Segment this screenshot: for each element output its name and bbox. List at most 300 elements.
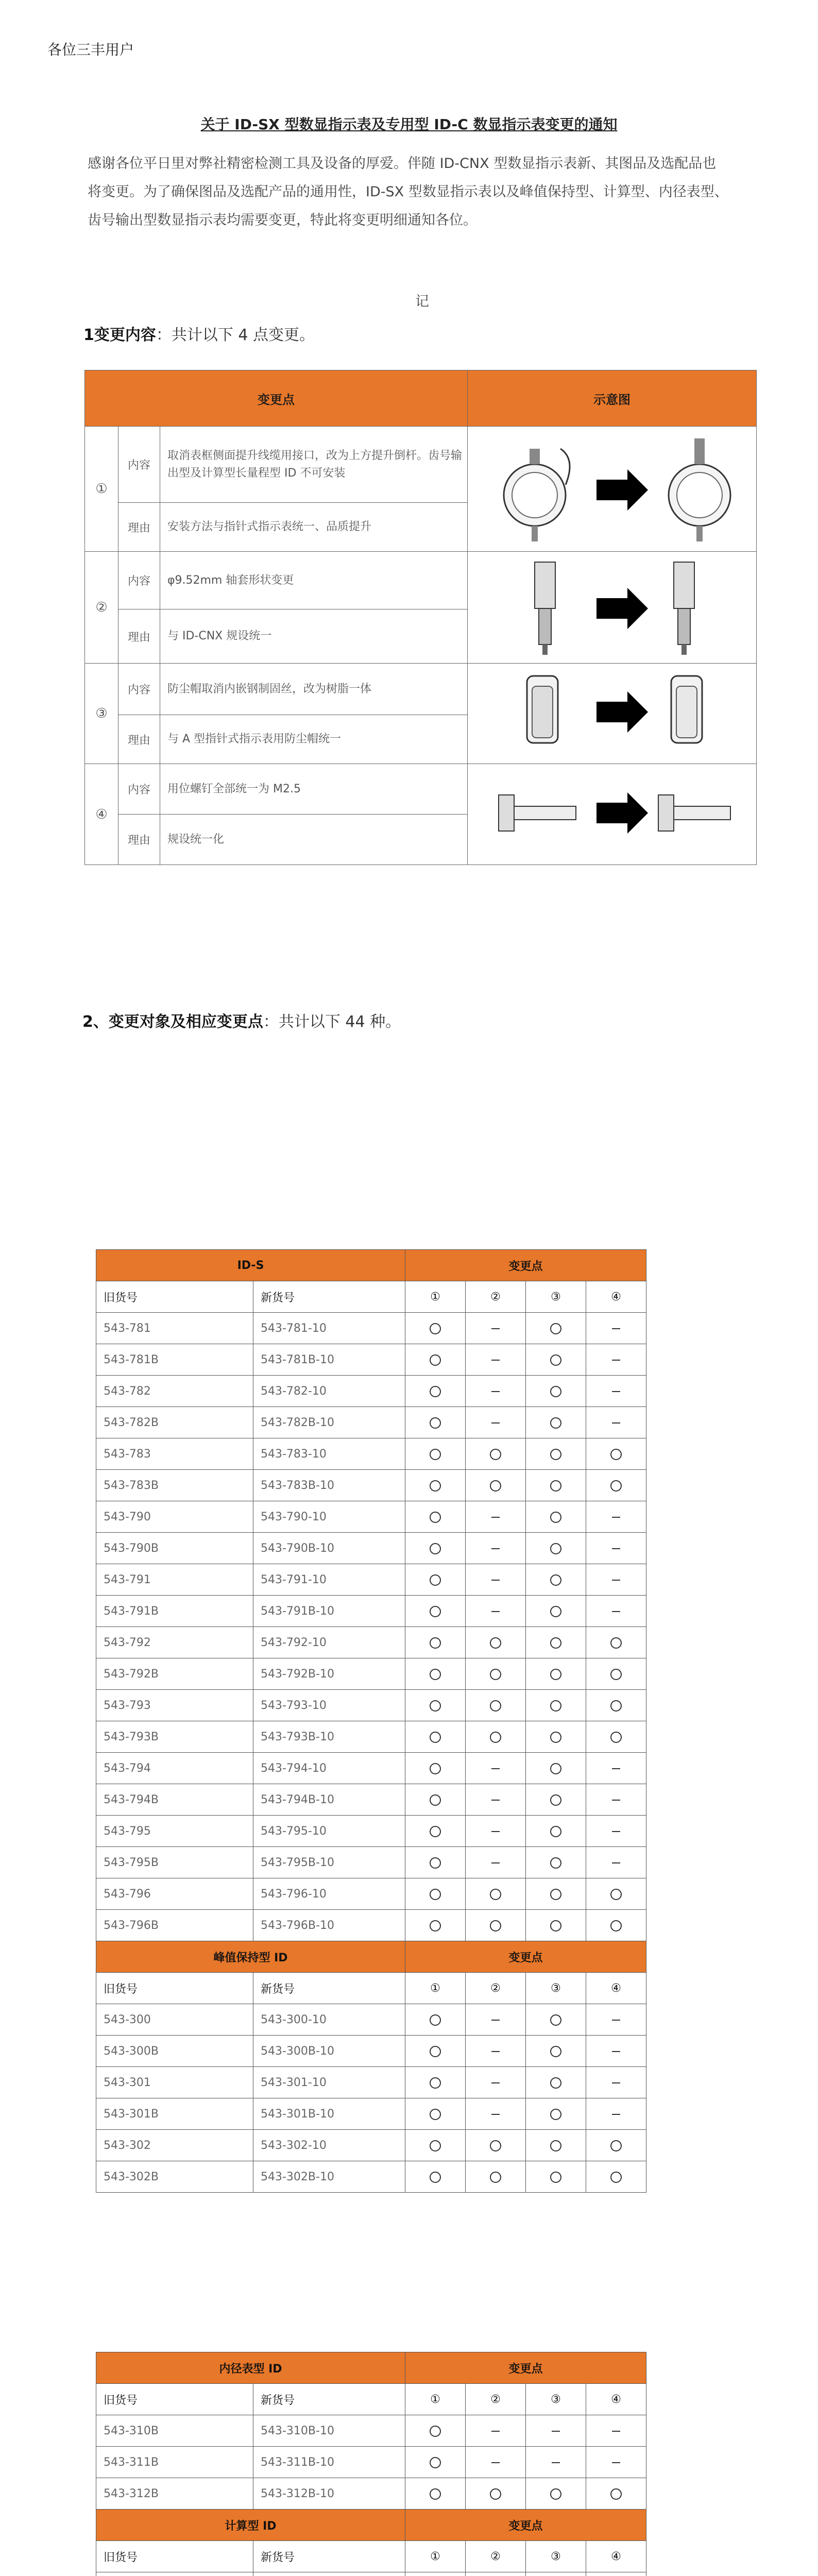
point-header: ② — [466, 2541, 526, 2572]
circle-mark — [430, 1669, 441, 1680]
old-part-no: 543-310B — [96, 2415, 253, 2447]
new-part-no: 543-782-10 — [253, 1376, 405, 1407]
change-mark — [586, 1658, 646, 1690]
new-part-no: 543-791B-10 — [253, 1596, 405, 1627]
change-mark — [586, 2447, 646, 2478]
table-row — [96, 2161, 646, 2193]
change-mark — [586, 2004, 646, 2036]
section-2-label: 2、变更对象及相应变更点 — [82, 1013, 263, 1031]
circle-mark — [550, 1794, 561, 1806]
circle-mark — [430, 1449, 441, 1460]
circle-mark — [550, 1763, 561, 1774]
dash-mark — [491, 1391, 500, 1392]
old-part-no: 543-795B — [96, 1847, 253, 1878]
new-part-no: 543-300-10 — [253, 2004, 405, 2036]
change-mark — [405, 1784, 466, 1816]
circle-mark — [550, 1543, 561, 1554]
old-no-header: 旧货号 — [96, 2541, 253, 2572]
new-part-no: 543-790-10 — [253, 1501, 405, 1533]
circle-mark — [550, 1857, 561, 1869]
change-mark — [405, 2572, 466, 2576]
change-mark — [586, 1470, 646, 1501]
dash-mark — [552, 2462, 560, 2463]
content-label: 内容 — [118, 664, 160, 715]
change-mark — [405, 2478, 466, 2510]
dash-mark — [491, 1328, 500, 1329]
circle-mark — [430, 1889, 441, 1900]
group-name: ID-S — [96, 1250, 405, 1281]
change-mark — [586, 1407, 646, 1438]
circle-mark — [490, 1669, 501, 1680]
new-part-no: 543-796B-10 — [253, 1910, 405, 1941]
old-part-no: 543-782B — [96, 1407, 253, 1438]
old-part-no: 543-300 — [96, 2004, 253, 2036]
change-header: 变更点 — [405, 1250, 646, 1281]
circle-mark — [490, 1480, 501, 1492]
change-mark — [526, 1721, 586, 1753]
dash-mark — [491, 1831, 500, 1832]
table-row — [96, 1816, 646, 1847]
change-mark — [526, 2447, 586, 2478]
change-mark — [466, 1658, 526, 1690]
change-mark — [526, 2098, 586, 2130]
circle-mark — [430, 1512, 441, 1523]
change-mark — [526, 2572, 586, 2576]
table-row — [96, 1910, 646, 1941]
change-mark — [526, 1878, 586, 1910]
change-mark — [466, 1784, 526, 1816]
new-part-no: 543-791-10 — [253, 1564, 405, 1596]
dash-mark — [491, 2082, 500, 2083]
change-mark — [526, 1407, 586, 1438]
old-part-no: 543-301 — [96, 2067, 253, 2098]
diagram-1 — [468, 427, 757, 552]
table-row — [96, 1470, 646, 1501]
table-row — [96, 1313, 646, 1344]
circle-mark — [430, 1417, 441, 1429]
old-part-no: 543-793B — [96, 1721, 253, 1753]
circle-mark — [610, 1889, 622, 1900]
dash-mark — [612, 1611, 620, 1612]
table-row — [96, 1784, 646, 1816]
change-mark — [586, 1627, 646, 1658]
dash-mark — [491, 1580, 500, 1581]
circle-mark — [610, 2172, 622, 2183]
change-mark — [586, 1753, 646, 1784]
change-mark — [526, 1596, 586, 1627]
change-mark — [586, 2098, 646, 2130]
new-part-no: 543-794-10 — [253, 1753, 405, 1784]
column-header-row — [96, 1281, 646, 1313]
change-mark — [586, 1878, 646, 1910]
dash-mark — [491, 2051, 500, 2052]
table-row — [96, 1564, 646, 1596]
circle-mark — [550, 1574, 561, 1586]
change-mark — [586, 2161, 646, 2193]
change-mark — [526, 1784, 586, 1816]
change-mark — [586, 1564, 646, 1596]
circle-mark — [610, 1732, 622, 1743]
table-row — [96, 1533, 646, 1564]
change-mark — [586, 1376, 646, 1407]
circle-mark — [550, 1386, 561, 1397]
old-part-no: 543-781B — [96, 1344, 253, 1376]
circle-mark — [490, 1449, 501, 1460]
section-1-text: ：共计以下 4 点变更。 — [156, 326, 315, 344]
change-mark — [526, 1470, 586, 1501]
change-mark — [405, 2161, 466, 2193]
new-part-no: 543-300B-10 — [253, 2036, 405, 2067]
circle-mark — [550, 1732, 561, 1743]
table-row — [96, 1878, 646, 1910]
column-header-row — [96, 2541, 646, 2572]
change-mark — [405, 2036, 466, 2067]
dash-mark — [491, 1611, 500, 1612]
diagram-4 — [468, 764, 757, 865]
intro-paragraph — [88, 149, 729, 310]
new-no-header: 新货号 — [253, 1973, 405, 2004]
change-mark — [526, 1753, 586, 1784]
circle-mark — [550, 2109, 561, 2120]
dash-mark — [612, 2431, 620, 2432]
circle-mark — [550, 1323, 561, 1334]
table-row — [96, 1721, 646, 1753]
change-mark — [405, 1313, 466, 1344]
new-no-header: 新货号 — [253, 1281, 405, 1313]
circle-mark — [550, 1889, 561, 1900]
change-mark — [405, 1658, 466, 1690]
change-mark — [405, 1564, 466, 1596]
change-mark — [405, 1533, 466, 1564]
table-row — [96, 2004, 646, 2036]
circle-mark — [610, 2488, 622, 2500]
change-mark — [466, 1596, 526, 1627]
circle-mark — [430, 2109, 441, 2120]
dash-mark — [612, 2082, 620, 2083]
table-row — [96, 1596, 646, 1627]
dash-mark — [612, 2114, 620, 2115]
change-header: 变更点 — [405, 2352, 646, 2384]
change-mark — [586, 1313, 646, 1344]
reason-text: 安装方法与指针式指示表统一、品质提升 — [160, 503, 468, 552]
reason-label: 理由 — [118, 609, 160, 664]
circle-mark — [550, 1606, 561, 1617]
section-1-heading — [83, 322, 315, 345]
diagram-3 — [468, 664, 757, 764]
group-name: 内径表型 ID — [96, 2352, 405, 2384]
dash-mark — [612, 2051, 620, 2052]
new-part-no: 543-301B-10 — [253, 2098, 405, 2130]
point-header: ④ — [586, 2541, 646, 2572]
dash-mark — [491, 1422, 500, 1423]
group-header-row — [96, 2510, 646, 2541]
greeting: 各位三丰用户 — [47, 41, 134, 58]
change-mark — [405, 1721, 466, 1753]
column-header-row — [96, 2384, 646, 2415]
change-num: ④ — [85, 764, 118, 865]
ji-mark: 记 — [415, 294, 429, 310]
new-part-no — [253, 2572, 405, 2576]
dash-mark — [612, 1580, 620, 1581]
screw-diagram — [478, 769, 746, 857]
old-part-no: 543-794B — [96, 1784, 253, 1816]
circle-mark — [430, 2426, 441, 2437]
dash-mark — [612, 1768, 620, 1769]
circle-mark — [430, 1763, 441, 1774]
change-mark — [586, 2478, 646, 2510]
content-text: 取消表框侧面提升线缆用接口，改为上方提升倒杆。齿号输出型及计算型长量程型 ID 不可安装 — [160, 427, 468, 503]
dash-mark — [612, 1831, 620, 1832]
change-mark — [466, 2130, 526, 2161]
circle-mark — [550, 1637, 561, 1649]
dash-mark — [612, 1862, 620, 1863]
change-mark — [526, 1438, 586, 1470]
new-part-no: 543-302B-10 — [253, 2161, 405, 2193]
change-mark — [526, 2004, 586, 2036]
dash-mark — [612, 1517, 620, 1518]
change-mark — [586, 2415, 646, 2447]
point-header: ② — [466, 1973, 526, 2004]
table-row — [96, 1690, 646, 1721]
change-mark — [526, 2067, 586, 2098]
circle-mark — [550, 2046, 561, 2057]
change-mark — [405, 1470, 466, 1501]
intro-text: 感谢各位平日里对弊社精密检测工具及设备的厚爱。伴随 ID-CNX 型数显指示表新、其图品及选配品也将变更。为了确保图品及选配产品的通用性，ID-SX 型数显指示表以及峰值保持型、计算型、内径表型、齿号输出型数显指示表均需要变更，特此将变更明细通知各位。 — [88, 156, 728, 228]
table-row — [96, 2036, 646, 2067]
circle-mark — [490, 1920, 501, 1931]
circle-mark — [430, 1574, 441, 1586]
dash-mark — [612, 2462, 620, 2463]
reason-label: 理由 — [118, 503, 160, 552]
old-part-no: 543-790B — [96, 1533, 253, 1564]
change-mark — [405, 1596, 466, 1627]
change-mark — [466, 1470, 526, 1501]
circle-mark — [430, 1323, 441, 1334]
change-mark — [466, 1753, 526, 1784]
table-row — [96, 1847, 646, 1878]
notice-title: 关于 ID-SX 型数显指示表及专用型 ID-C 数显指示表变更的通知 — [200, 116, 618, 133]
circle-mark — [610, 1449, 622, 1460]
change-mark — [586, 1847, 646, 1878]
change-mark — [526, 1627, 586, 1658]
circle-mark — [550, 2014, 561, 2026]
group-name: 峰值保持型 ID — [96, 1941, 405, 1973]
point-header: ④ — [586, 1281, 646, 1313]
dash-mark — [491, 2462, 500, 2463]
change-mark — [405, 1816, 466, 1847]
old-part-no: 543-782 — [96, 1376, 253, 1407]
change-mark — [466, 1501, 526, 1533]
table-row — [96, 2415, 646, 2447]
change-mark — [405, 1847, 466, 1878]
change-mark — [466, 1313, 526, 1344]
dash-mark — [491, 2114, 500, 2115]
change-mark — [466, 1438, 526, 1470]
dash-mark — [491, 1800, 500, 1801]
change-mark — [586, 1501, 646, 1533]
circle-mark — [430, 1732, 441, 1743]
new-part-no: 543-793-10 — [253, 1690, 405, 1721]
point-header: ③ — [526, 2384, 586, 2415]
circle-mark — [490, 1732, 501, 1743]
circle-mark — [430, 1700, 441, 1711]
old-part-no: 543-793 — [96, 1690, 253, 1721]
old-part-no: 543-794 — [96, 1753, 253, 1784]
point-header: ② — [466, 1281, 526, 1313]
change-mark — [466, 2415, 526, 2447]
new-no-header: 新货号 — [253, 2384, 405, 2415]
circle-mark — [430, 2140, 441, 2151]
new-part-no: 543-781B-10 — [253, 1344, 405, 1376]
new-part-no: 543-783B-10 — [253, 1470, 405, 1501]
change-mark — [405, 1407, 466, 1438]
change-mark — [526, 2478, 586, 2510]
old-part-no: 543-790 — [96, 1501, 253, 1533]
old-part-no: 543-791 — [96, 1564, 253, 1596]
change-mark — [466, 1376, 526, 1407]
circle-mark — [490, 2172, 501, 2183]
change-mark — [526, 2036, 586, 2067]
point-header: ④ — [586, 2384, 646, 2415]
table-row — [96, 1658, 646, 1690]
circle-mark — [430, 2488, 441, 2500]
change-table — [84, 370, 757, 865]
stem-diagram — [478, 552, 746, 660]
diagram-2 — [468, 552, 757, 664]
dash-mark — [491, 1360, 500, 1361]
dash-mark — [491, 2431, 500, 2432]
circle-mark — [550, 1354, 561, 1366]
change-mark — [526, 1313, 586, 1344]
change-mark — [466, 1878, 526, 1910]
content-label: 内容 — [118, 764, 160, 815]
change-mark — [405, 2130, 466, 2161]
point-header: ① — [405, 1281, 466, 1313]
change-mark — [405, 1344, 466, 1376]
circle-mark — [550, 1449, 561, 1460]
group-header-row — [96, 1250, 646, 1281]
circle-mark — [610, 1920, 622, 1931]
point-header: ③ — [526, 1281, 586, 1313]
group-name: 计算型 ID — [96, 2510, 405, 2541]
change-mark — [405, 1878, 466, 1910]
circle-mark — [490, 1700, 501, 1711]
change-mark — [526, 1376, 586, 1407]
table-row — [96, 2098, 646, 2130]
circle-mark — [610, 2140, 622, 2151]
reason-label: 理由 — [118, 815, 160, 865]
change-mark — [586, 1910, 646, 1941]
new-part-no: 543-311B-10 — [253, 2447, 405, 2478]
circle-mark — [430, 2046, 441, 2057]
change-mark — [586, 1816, 646, 1847]
point-header: ① — [405, 2384, 466, 2415]
old-part-no: 543-795 — [96, 1816, 253, 1847]
change-mark — [405, 2098, 466, 2130]
circle-mark — [610, 1480, 622, 1492]
change-mark — [466, 1721, 526, 1753]
table-row — [96, 1501, 646, 1533]
new-no-header: 新货号 — [253, 2541, 405, 2572]
change-mark — [526, 1910, 586, 1941]
old-part-no: 543-300B — [96, 2036, 253, 2067]
circle-mark — [430, 1606, 441, 1617]
circle-mark — [490, 2140, 501, 2151]
change-mark — [405, 1501, 466, 1533]
circle-mark — [550, 1417, 561, 1429]
reason-text: 与 ID-CNX 规设统一 — [160, 609, 468, 664]
change-mark — [586, 1784, 646, 1816]
point-header: ② — [466, 2384, 526, 2415]
old-part-no: 543-781 — [96, 1313, 253, 1344]
change-mark — [466, 1910, 526, 1941]
table-row — [96, 2447, 646, 2478]
old-part-no: 543-312B — [96, 2478, 253, 2510]
change-point-header: 变更点 — [85, 370, 468, 427]
change-mark — [405, 2067, 466, 2098]
old-part-no: 543-302B — [96, 2161, 253, 2193]
change-mark — [526, 1816, 586, 1847]
dash-mark — [612, 1391, 620, 1392]
circle-mark — [430, 1857, 441, 1869]
table-row — [96, 1344, 646, 1376]
change-mark — [466, 1847, 526, 1878]
circle-mark — [550, 2488, 561, 2500]
change-mark — [405, 1376, 466, 1407]
change-mark — [586, 1438, 646, 1470]
content-label: 内容 — [118, 552, 160, 609]
content-text: φ9.52mm 轴套形状变更 — [160, 552, 468, 609]
dash-mark — [612, 1360, 620, 1361]
change-mark — [466, 1627, 526, 1658]
point-header: ③ — [526, 2541, 586, 2572]
section-1-label: 1变更内容 — [83, 326, 156, 344]
table-row — [96, 1753, 646, 1784]
new-part-no: 543-795B-10 — [253, 1847, 405, 1878]
old-no-header: 旧货号 — [96, 1281, 253, 1313]
circle-mark — [430, 1637, 441, 1649]
point-header: ① — [405, 1973, 466, 2004]
new-part-no: 543-782B-10 — [253, 1407, 405, 1438]
dash-mark — [612, 2020, 620, 2021]
diagram-header: 示意图 — [468, 370, 757, 427]
change-mark — [466, 2004, 526, 2036]
new-part-no: 543-792-10 — [253, 1627, 405, 1658]
circle-mark — [430, 1543, 441, 1554]
change-mark — [466, 2447, 526, 2478]
change-mark — [526, 1847, 586, 1878]
change-mark — [405, 1690, 466, 1721]
circle-mark — [550, 2140, 561, 2151]
old-no-header: 旧货号 — [96, 2384, 253, 2415]
new-part-no: 543-783-10 — [253, 1438, 405, 1470]
old-part-no: 543-796B — [96, 1910, 253, 1941]
circle-mark — [610, 1700, 622, 1711]
content-label: 内容 — [118, 427, 160, 503]
dust-cap-diagram — [478, 666, 746, 758]
dash-mark — [612, 1548, 620, 1549]
change-num: ③ — [85, 664, 118, 764]
circle-mark — [550, 1512, 561, 1523]
circle-mark — [430, 1794, 441, 1806]
change-mark — [405, 1753, 466, 1784]
old-part-no: 543-783 — [96, 1438, 253, 1470]
table-row — [96, 2130, 646, 2161]
change-mark — [586, 1596, 646, 1627]
old-part-no: 543-791B — [96, 1596, 253, 1627]
circle-mark — [490, 2488, 501, 2500]
reason-label: 理由 — [118, 715, 160, 764]
